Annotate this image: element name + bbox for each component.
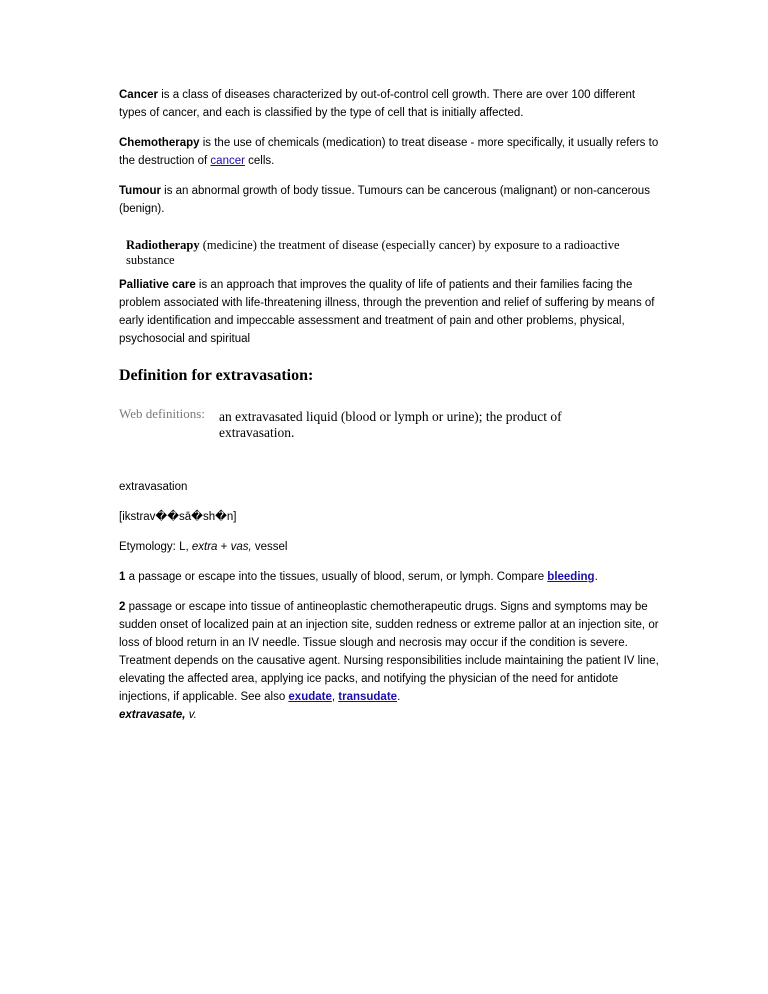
- etymology-prefix: Etymology: L,: [119, 541, 192, 553]
- transudate-link[interactable]: transudate: [338, 691, 398, 703]
- radiotherapy-term: Radiotherapy: [126, 238, 200, 252]
- palliative-term: Palliative care: [119, 279, 196, 291]
- etymology: [119, 538, 659, 556]
- cancer-term: Cancer: [119, 89, 158, 101]
- extravasation-word: extravasation: [119, 481, 188, 493]
- exudate-link[interactable]: exudate: [288, 691, 332, 703]
- pronunciation: [ikstrav��sā�sh�n]: [119, 511, 237, 523]
- chemotherapy-text: is the use of chemicals (medication) to treat disease - more specifically, it usually refers to the destruction of: [119, 137, 659, 167]
- tumour-text: is an abnormal growth of body tissue. Tumours can be cancerous (malignant) or non-cancerous (benign).: [119, 185, 650, 215]
- sense-1-end: .: [594, 571, 598, 583]
- verb-form: extravasate,: [119, 709, 186, 721]
- radiotherapy-paragraph: [126, 238, 666, 268]
- chemotherapy-paragraph: [119, 134, 659, 170]
- etymology-suffix: vessel: [251, 541, 288, 553]
- cancer-paragraph: [119, 86, 659, 122]
- etymology-extra: extra: [191, 541, 218, 553]
- web-definition-text: an extravasated liquid (blood or lymph or urine); the product of extravasation.: [219, 409, 562, 440]
- chemotherapy-text-end: cells.: [244, 155, 275, 167]
- etymology-plus: +: [217, 541, 231, 553]
- radiotherapy-text: (medicine) the treatment of disease (especially cancer) by exposure to a radioactive substance: [126, 238, 620, 267]
- sense-2: [119, 598, 659, 724]
- cancer-text: is a class of diseases characterized by out-of-control cell growth. There are over 100 different types of cancer, and each is classified by the type of cell that is initially affected.: [119, 89, 636, 119]
- palliative-paragraph: [119, 276, 659, 348]
- definition-heading: Definition for extravasation:: [119, 367, 314, 384]
- web-definitions-label: Web definitions:: [119, 406, 205, 421]
- sense-2-text: passage or escape into tissue of antineoplastic chemotherapeutic drugs. Signs and symptoms may be sudden onset of localized pain at an injection site, sudden redness or extreme pallor at an injection site, or loss of blood return in an IV needle. Tissue slough and necrosis may occur if the condition is severe. Treatment depends on the causative agent. Nursing responsibilities include maintaining the patient IV line, elevating the affected area, applying ice packs, and notifying the physician of the need for antidote injections, if applicable. See also: [119, 601, 659, 703]
- cancer-link[interactable]: cancer: [210, 155, 245, 167]
- sense-1: [119, 568, 659, 586]
- sense-2-end: .: [397, 691, 401, 703]
- sense-1-text: a passage or escape into the tissues, usually of blood, serum, or lymph. Compare: [125, 571, 548, 583]
- tumour-paragraph: [119, 182, 659, 218]
- sense-2-separator: ,: [331, 691, 339, 703]
- bleeding-link[interactable]: bleeding: [547, 571, 595, 583]
- sense-1-number: 1: [119, 571, 126, 583]
- sense-2-number: 2: [119, 601, 126, 613]
- palliative-text: is an approach that improves the quality of life of patients and their families facing the problem associated with life-threatening illness, through the prevention and relief of suffering by means of early identification and impeccable assessment and treatment of pain and other problems, physical, psychosocial and spiritual: [119, 279, 655, 345]
- tumour-term: Tumour: [119, 185, 161, 197]
- chemotherapy-term: Chemotherapy: [119, 137, 200, 149]
- verb-pos: v.: [185, 709, 197, 721]
- etymology-vas: vas,: [230, 541, 252, 553]
